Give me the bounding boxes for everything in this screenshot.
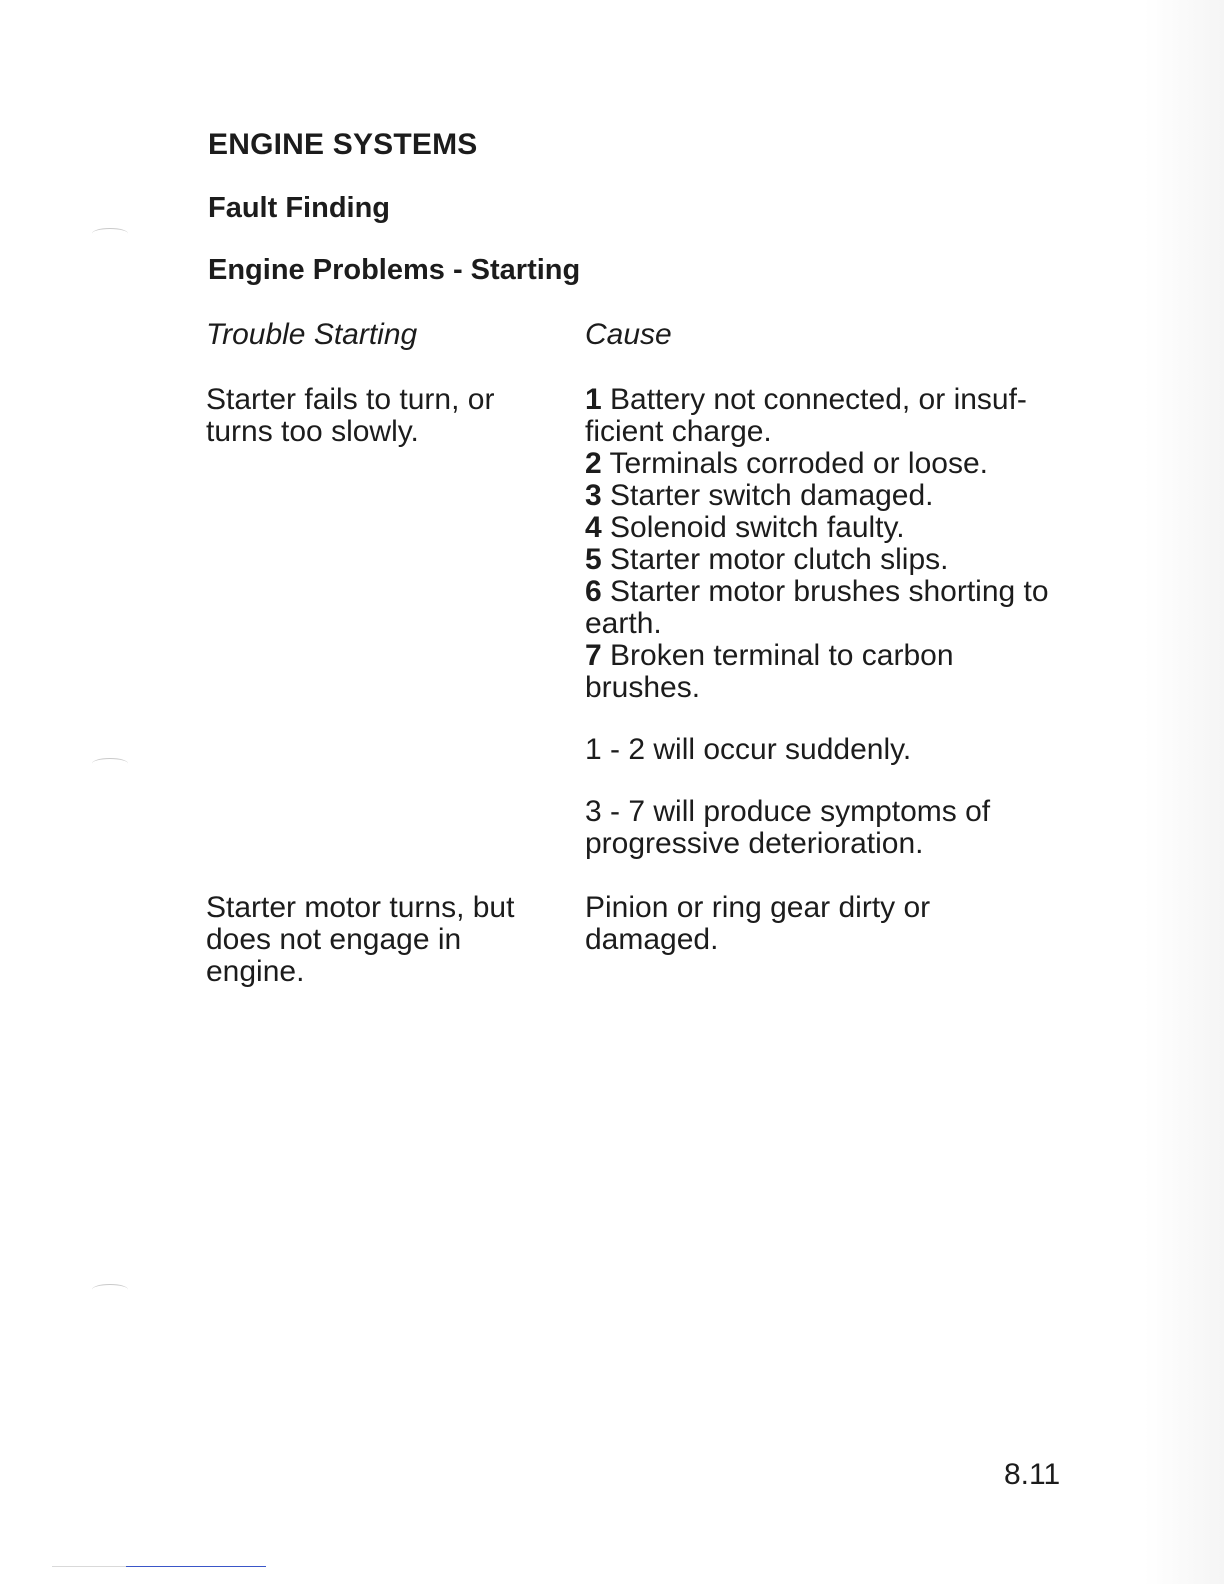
cause-item xyxy=(585,512,1065,544)
scan-rule-faint xyxy=(52,1566,126,1567)
cause-text: Starter motor brushes shorting to earth. xyxy=(585,575,1049,640)
cause-number: 3 xyxy=(585,479,602,512)
page-number: 8.11 xyxy=(1004,1458,1061,1491)
cause-item xyxy=(585,544,1065,576)
cause-number: 7 xyxy=(585,639,602,672)
cause-item xyxy=(585,480,1065,512)
cause-number: 2 xyxy=(585,447,602,480)
cause-note-progressive: 3 - 7 will produce symptoms of progressive deterioration. xyxy=(585,795,991,860)
cause-text-row-2: Pinion or ring gear dirty or damaged. xyxy=(585,891,931,956)
cause-item xyxy=(585,384,1065,448)
cause-note-sudden: 1 - 2 will occur suddenly. xyxy=(585,733,912,766)
cause-number: 4 xyxy=(585,511,602,544)
cause-item xyxy=(585,448,1065,480)
trouble-text-row-1: Starter fails to turn, or turns too slowly. xyxy=(206,383,495,448)
cause-text: Starter motor clutch slips. xyxy=(610,543,949,576)
cause-list-row-1 xyxy=(585,384,1065,704)
topic-title: Engine Problems - Starting xyxy=(208,254,581,286)
cause-text: Terminals corroded or loose. xyxy=(609,447,988,480)
cause-text: Broken terminal to carbon brushes. xyxy=(585,639,954,704)
cause-number: 1 xyxy=(585,383,602,416)
punch-hole-mark xyxy=(92,758,128,769)
scan-rule xyxy=(126,1566,266,1567)
cause-item xyxy=(585,640,1065,704)
column-header-cause: Cause xyxy=(585,318,672,351)
cause-item xyxy=(585,576,1065,640)
section-title: ENGINE SYSTEMS xyxy=(208,128,478,161)
cause-text: Battery not connected, or insuf-ficient charge. xyxy=(585,383,1027,448)
trouble-text-row-2: Starter motor turns, but does not engage in engine. xyxy=(206,891,515,988)
cause-number: 6 xyxy=(585,575,602,608)
column-header-trouble: Trouble Starting xyxy=(206,318,418,351)
cause-number: 5 xyxy=(585,543,602,576)
cause-text: Solenoid switch faulty. xyxy=(610,511,905,544)
subsection-title: Fault Finding xyxy=(208,192,391,224)
scan-edge-shading xyxy=(1144,0,1224,1584)
cause-text: Starter switch damaged. xyxy=(610,479,934,512)
punch-hole-mark xyxy=(92,1284,128,1295)
punch-hole-mark xyxy=(92,228,128,239)
